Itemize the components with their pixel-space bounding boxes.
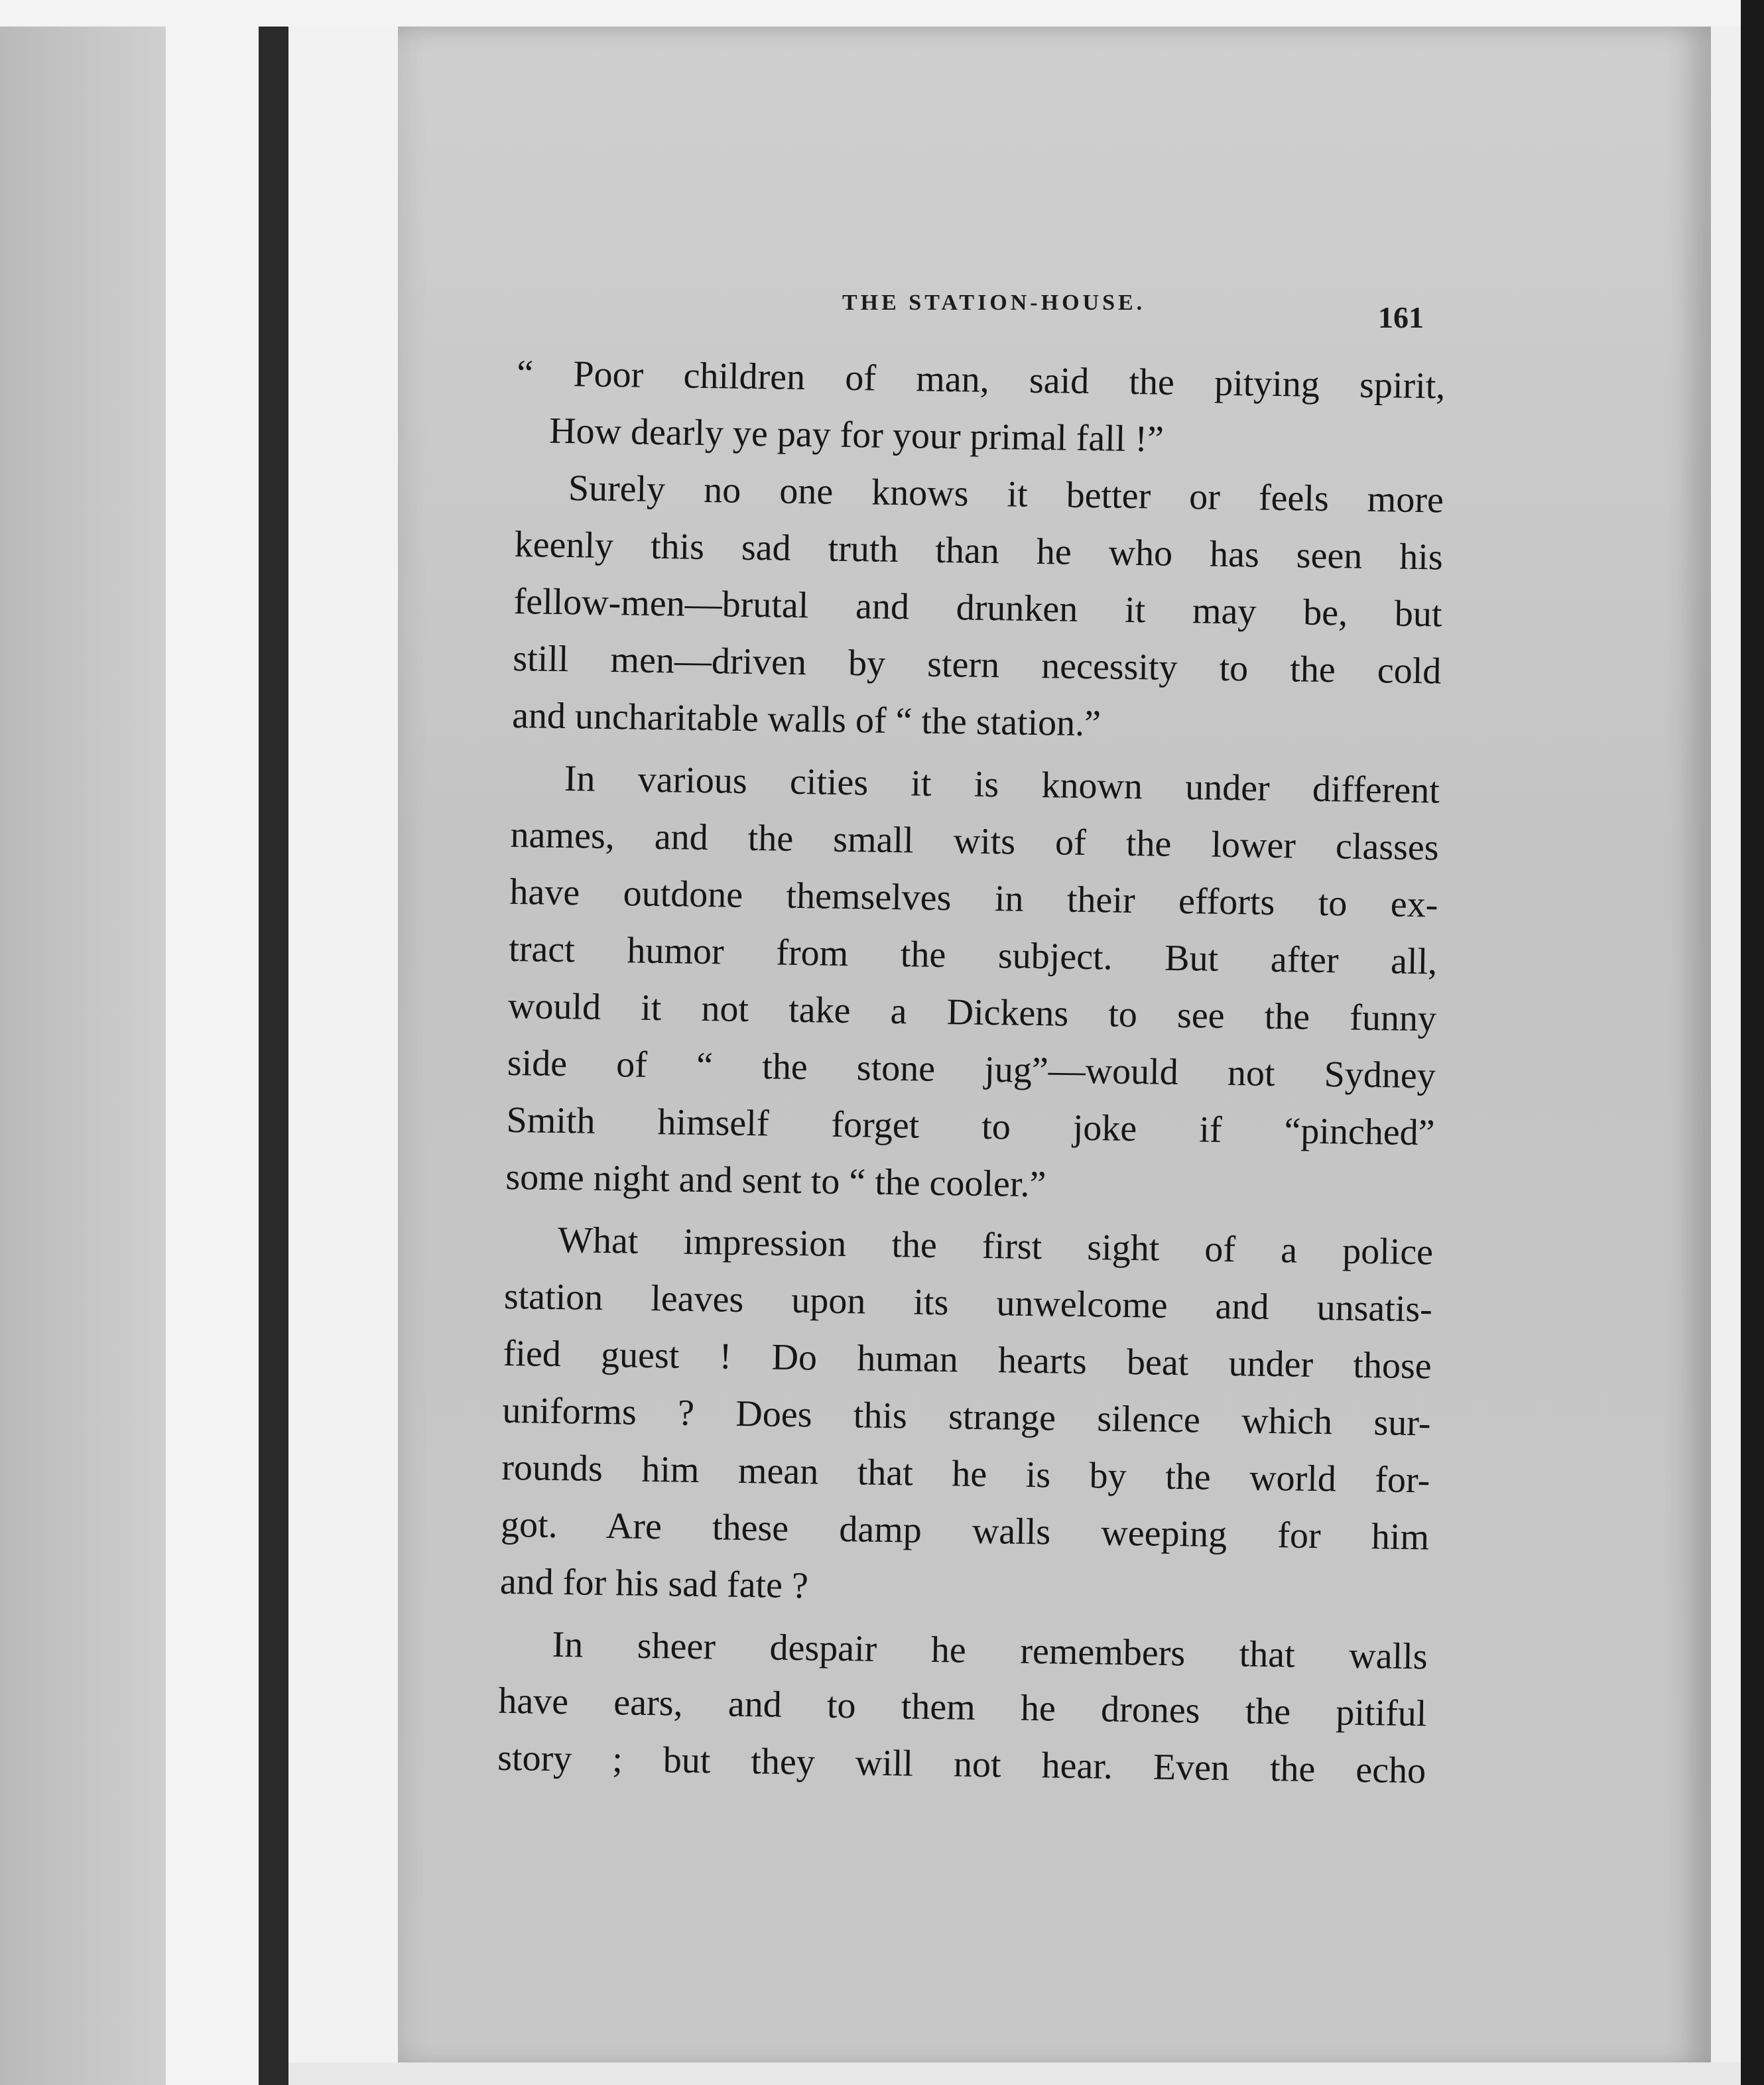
text-line: and for his sad fate ? (499, 1560, 809, 1607)
running-head: THE STATION-HOUSE. (842, 290, 1146, 315)
text-line: have outdone themselves in their efforts to ex- (509, 871, 1438, 926)
text-line: rounds him mean that he is by the world for- (501, 1446, 1430, 1501)
book-binding-shadow (259, 0, 288, 2085)
body-text (497, 345, 1446, 1799)
scan-bottom-border (288, 2062, 1741, 2085)
scan-top-border (0, 0, 1764, 27)
text-line: still men—driven by stern necessity to the cold (512, 637, 1442, 692)
text-line: In sheer despair he remembers that walls (552, 1623, 1428, 1678)
text-line: fied guest ! Do human hearts beat under those (503, 1332, 1432, 1387)
text-line: station leaves upon its unwelcome and unsatis- (503, 1275, 1433, 1330)
text-line: have ears, and to them he drones the pitiful (498, 1680, 1427, 1735)
text-line: fellow-men—brutal and drunken it may be, but (513, 580, 1442, 635)
text-line: some night and sent to “ the cooler.” (505, 1156, 1046, 1206)
text-line: and uncharitable walls of “ the station.” (511, 694, 1102, 745)
text-line: tract humor from the subject. But after all, (508, 928, 1438, 983)
text-line: names, and the small wits of the lower classes (510, 814, 1439, 869)
text-line: got. Are these damp walls weeping for him (500, 1503, 1430, 1558)
text-line: side of “ the stone jug”—would not Sydney (507, 1042, 1436, 1097)
book-gutter (288, 0, 401, 2085)
text-line: story ; but they will not hear. Even the echo (497, 1737, 1426, 1792)
text-line: keenly this sad truth than he who has seen his (514, 523, 1444, 578)
text-line: Smith himself forget to joke if “pinched” (506, 1099, 1435, 1154)
page-number: 161 (1378, 300, 1424, 334)
page-fore-edge (1711, 27, 1741, 2069)
text-line: “ Poor children of man, said the pitying spirit, (516, 352, 1446, 407)
text-line: uniforms ? Does this strange silence which sur- (502, 1389, 1431, 1444)
scan-right-border (1741, 0, 1764, 2085)
text-line: would it not take a Dickens to see the funny (507, 985, 1437, 1040)
facing-page-edge (0, 0, 166, 2085)
text-line: What impression the first sight of a police (557, 1219, 1434, 1273)
text-line: How dearly ye pay for your primal fall !” (548, 410, 1165, 460)
text-line: In various cities it is known under different (564, 758, 1440, 812)
text-line: Surely no one knows it better or feels more (568, 468, 1444, 521)
